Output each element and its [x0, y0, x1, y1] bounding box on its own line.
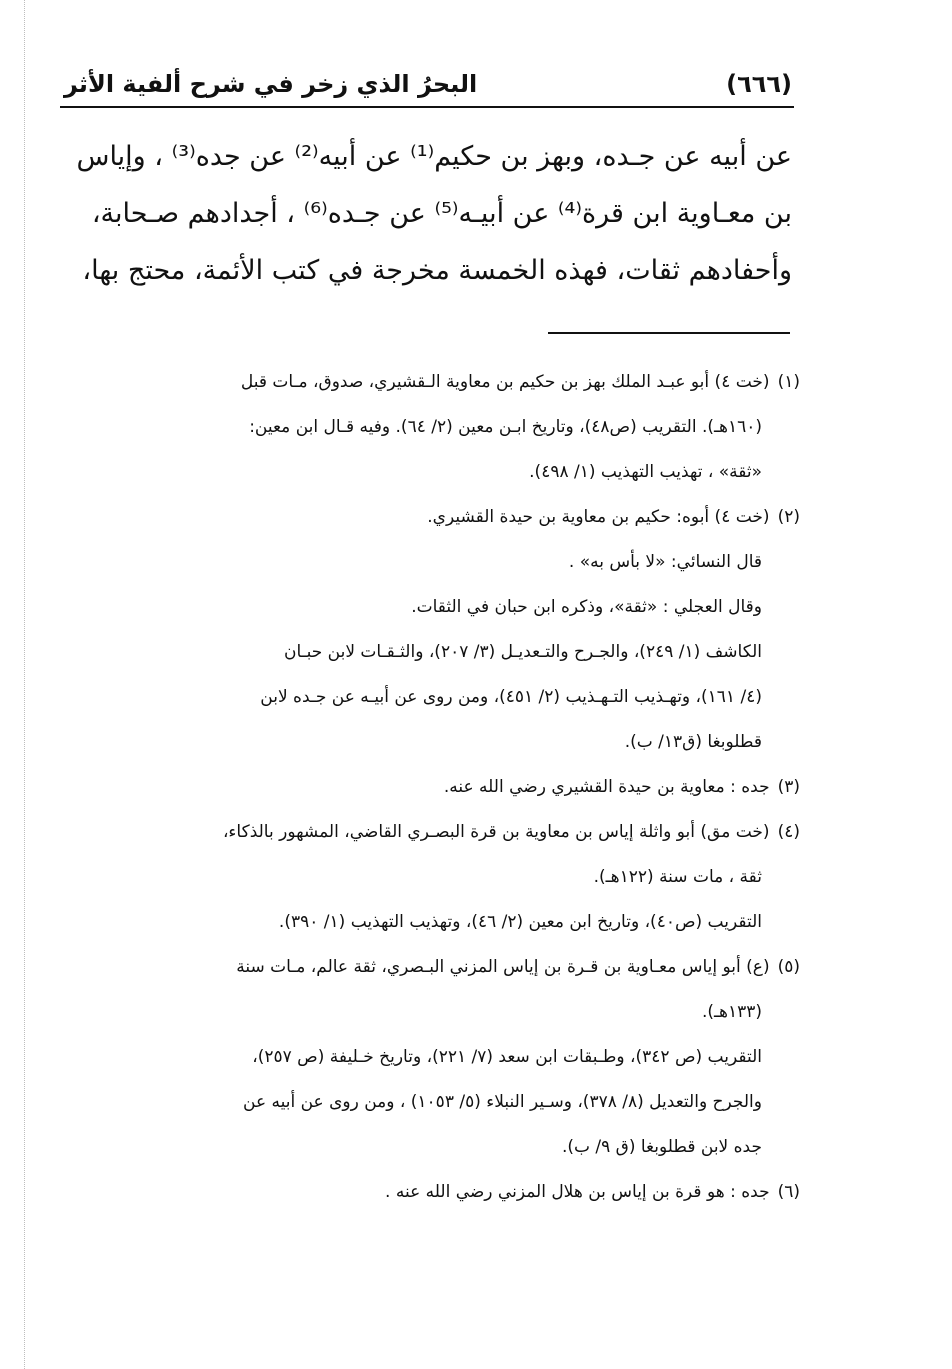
main-text-line: وأحفادهم ثقات، فهذه الخمسة مخرجة في كتب الأئمة، محتج بها، [82, 255, 792, 286]
main-text [76, 128, 792, 299]
footnote-2-line-2: قال النسائي: «لا بأس به» . [568, 552, 762, 572]
footnotes [82, 360, 800, 1215]
footnote-number: (٦) [777, 1182, 800, 1202]
footnote-number: (٢) [777, 507, 800, 527]
footnote-4-line-2: ثقة ، مات سنة (١٢٢هـ). [593, 867, 762, 887]
footnote-5-line-4: والجرح والتعديل (٨/ ٣٧٨)، وسـير النبلاء (٥/ ١٠٥٣) ، ومن روى عن أبيه عن [243, 1092, 762, 1112]
running-title: البحرُ الذي زخر في شرح ألفية الأثر [64, 70, 478, 98]
footnote-3-line-1 [82, 765, 800, 810]
footnote-text: (خت ٤) أبوه: حكيم بن معاوية بن حيدة القشيري. [427, 507, 770, 527]
scan-margin-line [24, 0, 25, 1369]
main-text-line: بن معـاوية ابن قرة⁽⁴⁾ عن أبيـه⁽⁵⁾ عن جـده⁽⁶⁾ ، أجدادهم صـحابة، [91, 198, 792, 229]
footnote-1-line-3: «ثقة» ، تهذيب التهذيب (١/ ٤٩٨). [529, 462, 762, 482]
footnote-2-line-6: قطلوبغا (ق١٣/ ب). [624, 732, 762, 752]
footnote-1-line-1 [82, 360, 800, 405]
footnote-6-line-1 [82, 1170, 800, 1215]
footnote-5-line-5: جده لابن قطلوبغا (ق ٩/ ب). [561, 1137, 762, 1157]
footnote-5-line-3: التقريب (ص ٣٤٢)، وطـبقات ابن سعد (٧/ ٢٢١)، وتاريخ خـليفة (ص ٢٥٧)، [252, 1047, 762, 1067]
page-header [64, 70, 792, 102]
footnote-5-line-2: (١٣٣هـ). [701, 1002, 762, 1022]
footnote-5-line-1 [82, 945, 800, 990]
footnote-1-line-2: (١٦٠هـ). التقريب (ص٤٨)، وتاريخ ابـن معين (٢/ ٦٤). وفيه قـال ابن معين: [249, 417, 762, 437]
page-number: (٦٦٦) [726, 70, 792, 98]
footnote-separator [548, 332, 790, 334]
footnote-number: (٥) [777, 957, 800, 977]
footnote-2-line-5: (٤/ ١٦١)، وتهـذيب التـهـذيب (٢/ ٤٥١)، ومن روى عن أبيـه عن جـده لابن [260, 687, 762, 707]
footnote-2-line-3: وقال العجلي : «ثقة»، وذكره ابن حبان في الثقات. [411, 597, 762, 617]
footnote-number: (٤) [777, 822, 800, 842]
footnote-number: (١) [777, 372, 800, 392]
footnote-4-line-1 [82, 810, 800, 855]
footnote-text: جده : معاوية بن حيدة القشيري رضي الله عنه. [443, 777, 770, 797]
footnote-text: جده : هو قرة بن إياس بن هلال المزني رضي الله عنه . [385, 1182, 770, 1202]
footnote-text: (خت مق) أبو واثلة إياس بن معاوية بن قرة البصـري القاضي، المشهور بالذكاء، [222, 822, 770, 842]
footnote-text: (ع) أبو إياس معـاوية بن قـرة بن إياس المزني البـصري، ثقة عالم، مـات سنة [236, 957, 770, 977]
main-text-line: عن أبيه عن جـده، وبهز بن حكيم⁽¹⁾ عن أبيه⁽²⁾ عن جده⁽³⁾ ، وإياس [76, 141, 792, 172]
header-rule [60, 106, 794, 108]
footnote-2-line-4: الكاشف (١/ ٢٤٩)، والجـرح والتـعديـل (٣/ ٢٠٧)، والثـقـات لابن حبـان [283, 642, 762, 662]
footnote-4-line-3: التقريب (ص٤٠)، وتاريخ ابن معين (٢/ ٤٦)، وتهذيب التهذيب (١/ ٣٩٠). [278, 912, 762, 932]
footnote-number: (٣) [777, 777, 800, 797]
footnote-text: (خت ٤) أبو عبـد الملك بهز بن حكيم بن معاوية الـقشيري، صدوق، مـات قبل [240, 372, 770, 392]
footnote-2-line-1 [82, 495, 800, 540]
